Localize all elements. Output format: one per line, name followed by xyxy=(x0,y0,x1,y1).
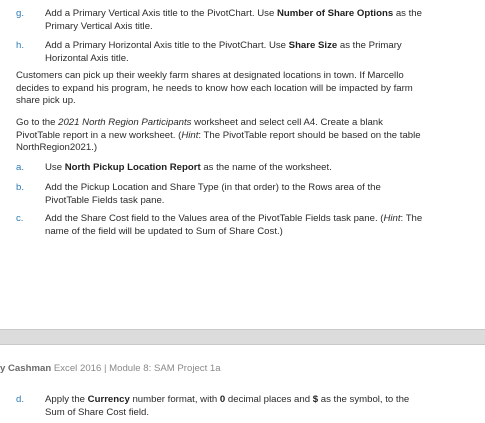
step-text: Add a Primary Horizontal Axis title to the PivotChart. Use Share Size as the Primary Horizontal Axis title. xyxy=(45,40,402,64)
step-text: Add the Pickup Location and Share Type (in that order) to the Rows area of the PivotTable Fields task pane. xyxy=(45,182,381,206)
step-letter: a. xyxy=(16,162,25,173)
step-letter: c. xyxy=(16,213,24,224)
step-text: Apply the Currency number format, with 0 decimal places and $ as the symbol, to the Sum of Share Cost field. xyxy=(45,394,410,418)
intro-paragraph: Customers can pick up their weekly farm shares at designated locations in town. If Marcello decides to expand his program, he needs to know how each location will be impacted by farm share pick up. xyxy=(16,70,413,106)
page-break xyxy=(0,329,485,345)
step-letter: g. xyxy=(16,8,25,19)
footer-author: y Cashman xyxy=(0,363,52,374)
step-letter: d. xyxy=(16,394,25,405)
page-footer xyxy=(0,363,221,376)
step-text: Add a Primary Vertical Axis title to the PivotChart. Use Number of Share Options as the Primary Vertical Axis title. xyxy=(45,8,422,32)
step-text: Use North Pickup Location Report as the name of the worksheet. xyxy=(45,162,332,173)
footer-title: Excel 2016 | Module 8: SAM Project 1a xyxy=(51,363,221,374)
instruction-paragraph: Go to the 2021 North Region Participants worksheet and select cell A4. Create a blank PivotTable report in a new worksheet. (Hint: The PivotTable report should be based on the table NorthRegion2021.) xyxy=(16,117,421,153)
step-letter: h. xyxy=(16,40,25,51)
step-letter: b. xyxy=(16,182,25,193)
step-text: Add the Share Cost field to the Values area of the PivotTable Fields task pane. (Hint: The name of the field will be updated to Sum of Share Cost.) xyxy=(45,213,423,237)
